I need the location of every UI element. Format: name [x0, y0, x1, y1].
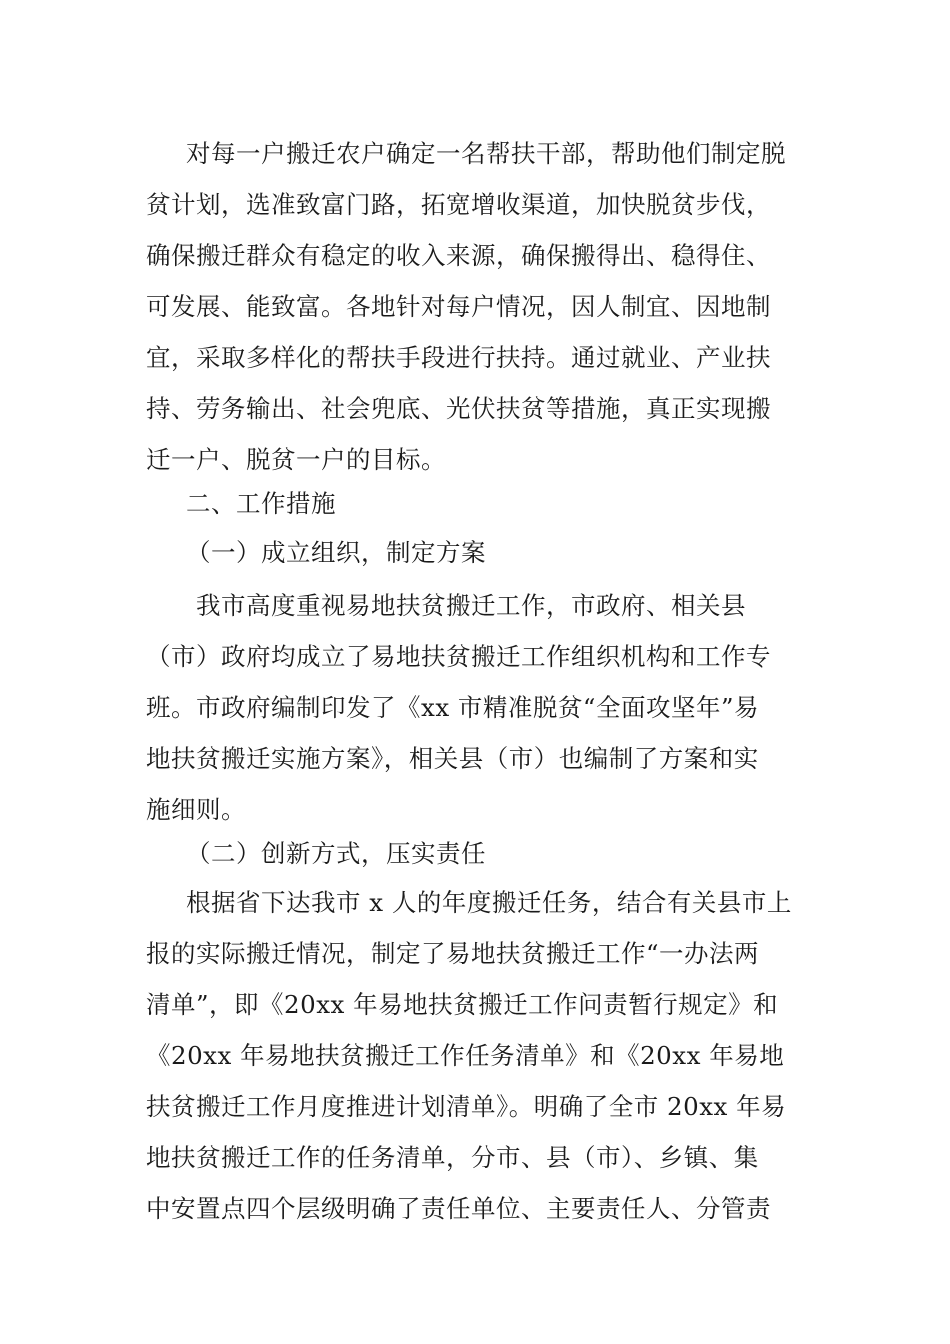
- text-line-3: 确保搬迁群众有稳定的收入来源，确保搬得出、稳得住、: [146, 241, 771, 270]
- text-line-17: 报的实际搬迁情况，制定了易地扶贫搬迁工作“一办法两: [146, 939, 760, 968]
- subsection-heading-2: （二）创新方式，压实责任: [186, 839, 486, 868]
- subsection-heading-1: （一）成立组织，制定方案: [186, 538, 486, 567]
- text-line-10: 我市高度重视易地扶贫搬迁工作，市政府、相关县: [196, 591, 746, 620]
- text-line-18: 清单”，即《20xx 年易地扶贫搬迁工作问责暂行规定》和: [146, 990, 779, 1019]
- text-line-7: 迁一户、脱贫一户的目标。: [146, 445, 446, 474]
- text-line-4: 可发展、能致富。各地针对每户情况，因人制宜、因地制: [146, 292, 771, 321]
- text-line-19: 《20xx 年易地扶贫搬迁工作任务清单》和《20xx 年易地: [146, 1041, 785, 1070]
- text-line-21: 地扶贫搬迁工作的任务清单，分市、县（市）、乡镇、集: [146, 1143, 759, 1172]
- text-line-14: 施细则。: [146, 795, 246, 824]
- text-line-13: 地扶贫搬迁实施方案》，相关县（市）也编制了方案和实: [146, 744, 759, 773]
- text-line-1: 对每一户搬迁农户确定一名帮扶干部，帮助他们制定脱: [186, 139, 786, 168]
- text-line-6: 持、劳务输出、社会兜底、光伏扶贫等措施，真正实现搬: [146, 394, 771, 423]
- text-line-16: 根据省下达我市 x 人的年度搬迁任务，结合有关县市上: [186, 888, 792, 917]
- text-line-11: （市）政府均成立了易地扶贫搬迁工作组织机构和工作专: [146, 642, 771, 671]
- text-line-20: 扶贫搬迁工作月度推进计划清单》。明确了全市 20xx 年易: [146, 1092, 787, 1121]
- text-line-22: 中安置点四个层级明确了责任单位、主要责任人、分管责: [146, 1194, 771, 1223]
- section-heading: 二、工作措施: [186, 489, 336, 518]
- text-line-2: 贫计划，选准致富门路，拓宽增收渠道，加快脱贫步伐，: [146, 190, 771, 219]
- text-line-5: 宜，采取多样化的帮扶手段进行扶持。通过就业、产业扶: [146, 343, 771, 372]
- text-line-12: 班。市政府编制印发了《xx 市精准脱贫“全面攻坚年”易: [146, 693, 759, 722]
